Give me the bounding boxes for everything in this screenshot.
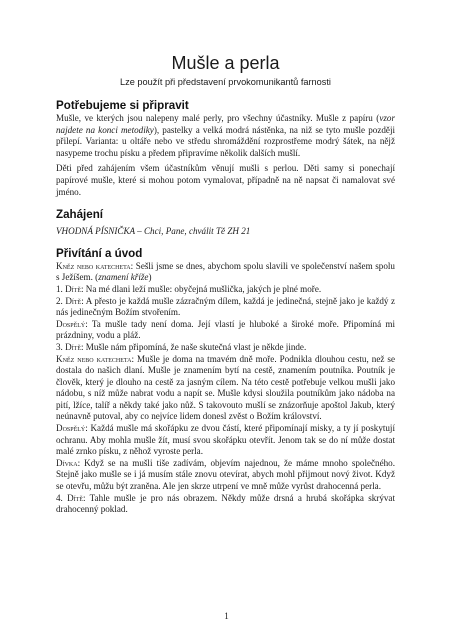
text: Ta mušle tady není doma. Její vlastí je hluboké a široké moře. Připomíná mi prázdniny, vodu a pláž. xyxy=(56,318,395,341)
page-title: Mušle a perla xyxy=(171,53,280,73)
speaker: 3. Dítě: xyxy=(56,341,84,352)
text: Když se na mušli tiše zadívám, objevím najednou, že máme mnoho společného. Stejně jako mušle se i já musím stále znovu otevírat, abych mohl přijmout nový život. Když se otevřu, můžu být zraněna. Ale jen skrze utrpení ve mně může vyrůst drahocenná perla. xyxy=(56,457,395,492)
page-subtitle: Lze použít při představení prvokomunikantů farnosti xyxy=(120,77,331,87)
speaker: Dospělý: xyxy=(56,423,88,434)
text: A přesto je každá mušle zázračným dílem, každá je jedinečná, stejně jako je každý z nás jedinečným Božím stvořením. xyxy=(56,295,395,318)
dialog-line-8 xyxy=(56,458,395,493)
speaker: 2. Dítě: xyxy=(56,295,84,306)
dialog-line-5 xyxy=(56,342,395,354)
speaker: Kněz nebo katecheta: xyxy=(56,260,134,271)
dialog-line-3 xyxy=(56,296,395,319)
dialog-line-7 xyxy=(56,423,395,458)
speaker: 1. Dítě: xyxy=(56,283,84,294)
speaker: Dospělý: xyxy=(56,318,88,329)
speaker: 4. Dítě: xyxy=(56,492,86,503)
song-line: VHODNÁ PÍSNIČKA – Chci, Pane, chválit Tě ZH 21 xyxy=(56,226,251,237)
speaker: Kněz nebo katecheta: xyxy=(56,353,134,364)
text: Na mé dlani leží mušle: obyčejná mušlička, jakých je plné moře. xyxy=(83,283,322,294)
note: vzor najdete na konci metodiky xyxy=(56,113,395,135)
dialog-line-9 xyxy=(56,493,395,516)
text: Každá mušle má skořápku ze dvou částí, které připomínají misky, a ty jí poskytují ochranu. Aby mohla mušle žít, musí svou skořápku otevřít. Jenom tak se do ní může dostat malé zrnko písku, z něhož vyroste perla. xyxy=(56,423,395,457)
text: Mušle, ve kterých jsou nalepeny malé perly, pro všechny účastníky. Mušle z papíru ( xyxy=(56,113,380,123)
dialog-line-6 xyxy=(56,354,395,424)
paragraph-prep-1 xyxy=(56,113,395,159)
text: ), pastelky a velká modrá nástěnka, na niž se tyto mušle později přilepí. Varianta: u oltáře nebo ve středu shromáždění rozprostřeme modrý šátek, na nějž nasypeme trochu písku a předem připravíme několik dalších mušlí. xyxy=(56,124,395,158)
note: znamení kříže xyxy=(98,272,149,283)
dialog-line-2 xyxy=(56,284,395,296)
text: Mušle je doma na tmavém dně moře. Podnikla dlouhou cestu, než se dostala do našich dlaní. Mušle je znamením bytí na cestě, znamením poutníka. Poutník je člověk, který je dlouho na cestě za jasným cílem. Na této cestě potřebuje velkou mušli jako nádobu, s níž může nabrat vodu a napít se. Mušle kdysi sloužila poutníkům jako nádoba na pití, lžíce, talíř a někdy také jako nůž. S takovouto mušlí se znázorňuje apoštol Jakub, který neúnavně putoval, aby co nejvíce lidem donesl zvěst o Božím království. xyxy=(56,353,395,422)
heading-zahajeni: Zahájení xyxy=(56,208,104,222)
heading-privitani: Přivítání a úvod xyxy=(56,246,143,260)
text: Mušle nám připomíná, že naše skutečná vlast je někde jinde. xyxy=(83,341,307,352)
page-number: 1 xyxy=(224,611,229,621)
text: Tahle mušle je pro nás obrazem. Někdy může drsná a hrubá skořápka skrývat drahocenný poklad. xyxy=(56,492,395,515)
text: ) xyxy=(148,272,152,283)
dialog-line-4 xyxy=(56,319,395,342)
heading-prep: Potřebujeme si připravit xyxy=(56,99,189,112)
speaker: Dívka: xyxy=(56,457,81,468)
paragraph-prep-2: Děti před zahájením všem účastníkům věnují mušli s perlou. Děti samy si ponechají papírové mušle, které si mohou potom vymalovat, případně na ně napsat či namalovat své jméno. xyxy=(56,163,395,197)
dialog-line-1 xyxy=(56,261,395,284)
text: Sešli jsme se dnes, abychom spolu slavili ve společenství našem spolu s Ježíšem. ( xyxy=(56,260,395,283)
